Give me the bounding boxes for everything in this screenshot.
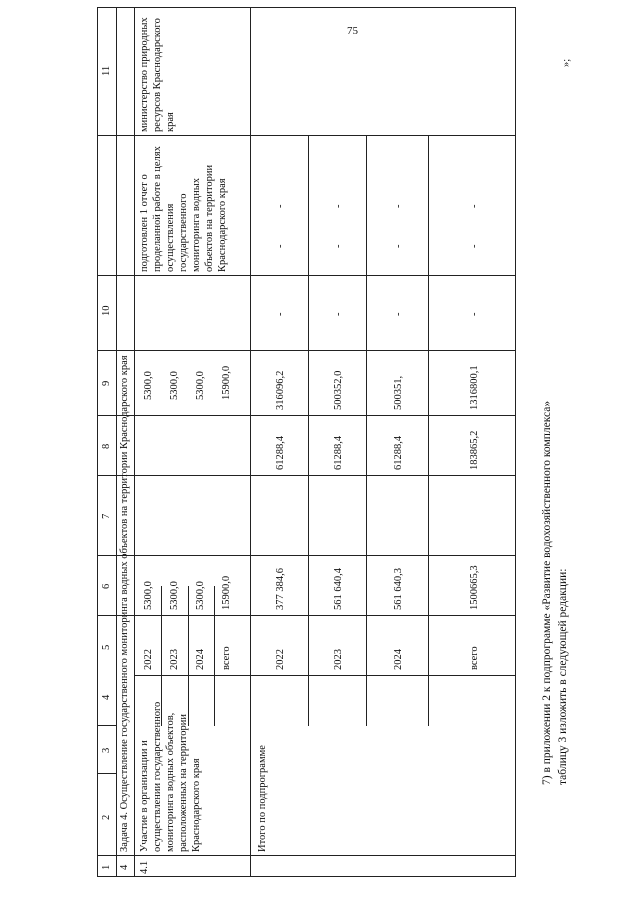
measure-total-2023: 5300,0 <box>169 581 180 610</box>
total-regional-2022: 316096,2 <box>275 370 286 410</box>
header-col-11: 11 <box>101 65 112 76</box>
measure-total-all: 15900,0 <box>221 575 232 610</box>
total-result-all: - <box>469 204 480 208</box>
total-regional-2024: 500351, <box>393 375 404 410</box>
measure-regional-2023: 5300,0 <box>169 371 180 400</box>
col-line-7 <box>98 350 515 351</box>
total-federal-2022: 61288,4 <box>275 435 286 470</box>
total-subrow-line-3 <box>428 136 429 726</box>
header-col-3: 3 <box>101 747 112 753</box>
measure-year-2022: 2022 <box>143 649 154 670</box>
total-label: Итого по подпрограмме <box>257 745 268 852</box>
col-line-1 <box>98 855 515 856</box>
total-local-all: - <box>469 312 480 316</box>
measure-result: подготовлен 1 отчет о проделанной работе в целях осуществления государственного мониторинга водных объектов на территории Краснодарского края <box>139 146 228 272</box>
measure-executor: министерство природных ресурсов Краснодарского края <box>139 17 176 132</box>
header-row-line <box>116 8 117 876</box>
header-col-1: 1 <box>101 864 112 870</box>
total-other-2024: - <box>393 244 404 248</box>
total-local-2023: - <box>333 312 344 316</box>
total-result-2024: - <box>393 204 404 208</box>
header-col-2: 2 <box>101 814 112 820</box>
closing-quote: »; <box>561 58 572 67</box>
measure-number: 4.1 <box>139 860 150 874</box>
page-number: 75 <box>347 25 358 37</box>
total-other-2022: - <box>275 244 286 248</box>
total-local-2022: - <box>275 312 286 316</box>
col-line-3 <box>98 615 515 616</box>
col-line-2-header <box>98 773 116 774</box>
task-title: Задача 4. Осуществление государственного мониторинга водных объектов на территории Краснодарского края <box>119 355 130 852</box>
header-col-10: 10 <box>101 305 112 316</box>
total-local-2024: - <box>393 312 404 316</box>
total-year-2022: 2022 <box>275 649 286 670</box>
total-year-2023: 2023 <box>333 649 344 670</box>
header-col-6: 6 <box>101 583 112 589</box>
measure-year-2024: 2024 <box>195 649 206 670</box>
measure-name: Участие в организации и осуществлении государственного мониторинга водных объектов, расположенных на территории Краснодарского края <box>139 701 202 852</box>
col-line-2-header-b <box>98 725 116 726</box>
header-col-5: 5 <box>101 644 112 650</box>
total-year-2024: 2024 <box>393 649 404 670</box>
measure-regional-2024: 5300,0 <box>195 371 206 400</box>
total-federal-all: 183865,2 <box>469 430 480 470</box>
header-col-4: 4 <box>101 694 112 700</box>
total-result-2023: - <box>333 204 344 208</box>
col-line-9 <box>98 135 515 136</box>
measure-subrow-line-3 <box>214 586 215 726</box>
header-col-8: 8 <box>101 443 112 449</box>
total-result-2022: - <box>275 204 286 208</box>
amendment-line-1: 7) в приложении 2 к подпрограмме «Развитие водохозяйственного комплекса» <box>541 400 553 785</box>
total-regional-all: 1316800,1 <box>469 365 480 410</box>
measure-total-2022: 5300,0 <box>143 581 154 610</box>
total-federal-2024: 61288,4 <box>393 435 404 470</box>
measure-total-2024: 5300,0 <box>195 581 206 610</box>
col-line-6 <box>98 415 515 416</box>
col-line-5 <box>98 475 515 476</box>
measure-year-2023: 2023 <box>169 649 180 670</box>
task-number: 4 <box>119 864 130 870</box>
total-other-2023: - <box>333 244 344 248</box>
total-regional-2023: 500352,0 <box>333 370 344 410</box>
total-other-all: - <box>469 244 480 248</box>
measure-row-line <box>250 8 251 876</box>
total-year-all: всего <box>469 646 480 670</box>
total-subrow-line-1 <box>308 136 309 726</box>
col-line-8 <box>98 275 515 276</box>
col-line-4 <box>98 555 515 556</box>
total-federal-2023: 61288,4 <box>333 435 344 470</box>
measure-regional-2022: 5300,0 <box>143 371 154 400</box>
total-sum-all: 1500665,3 <box>469 565 480 610</box>
total-sum-2024: 561 640,3 <box>393 568 404 610</box>
measure-year-total: всего <box>221 646 232 670</box>
task-row-line <box>134 8 135 876</box>
total-sum-2023: 561 640,4 <box>333 568 344 610</box>
measure-regional-all: 15900,0 <box>221 365 232 400</box>
col-line-2 <box>134 675 515 676</box>
header-col-7: 7 <box>101 513 112 519</box>
total-subrow-line-2 <box>366 136 367 726</box>
program-table <box>97 7 516 877</box>
total-sum-2022: 377 384,6 <box>275 568 286 610</box>
amendment-line-2: таблицу 3 изложить в следующей редакции: <box>557 568 569 785</box>
header-col-9: 9 <box>101 380 112 386</box>
